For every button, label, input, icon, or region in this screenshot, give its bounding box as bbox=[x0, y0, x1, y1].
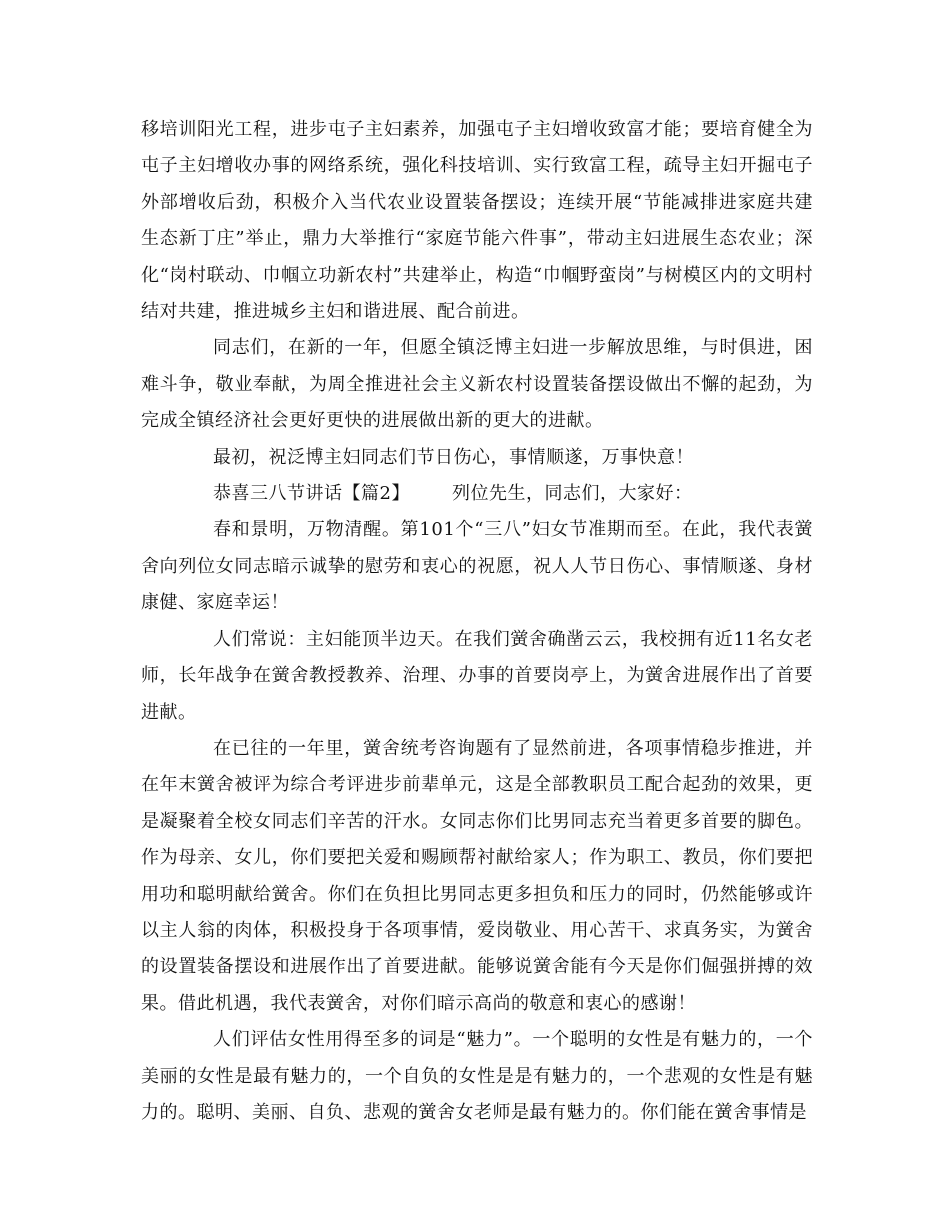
paragraph-past-year-achievements: 在已往的一年里，黉舍统考咨询题有了显然前进，各项事情稳步推进，并在年末黉舍被评为综合考评进步前辈单元，这是全部教职员工配合起劲的效果，更是凝聚着全校女同志们辛苦的汗水。女同志你们比男同志充当着更多首要的脚色。作为母亲、女儿，你们要把关爱和赐顾帮衬献给家人；作为职工、教员，你们要把用功和聪明献给黉舍。你们在负担比男同志更多担负和压力的同时，仍然能够或许以主人翁的肉体，积极投身于各项事情，爱岗敬业、用心苦干、求真务实，为黉舍的设置装备摆设和进展作出了首要进献。能够说黉舍能有今天是你们倔强拼搏的效果。借此机遇，我代表黉舍，对你们暗示高尚的敬意和衷心的感谢！ bbox=[141, 737, 813, 1014]
speech-title: 恭喜三八节讲话【篇2】 bbox=[213, 483, 410, 505]
speech-heading-line bbox=[141, 476, 813, 512]
paragraph-half-the-sky: 人们常说：主妇能顶半边天。在我们黉舍确凿云云，我校拥有近11名女老师，长年战争在黉舍教授教养、治理、办事的首要岗亭上，为黉舍进展作出了首要进献。 bbox=[141, 628, 813, 723]
document-body bbox=[141, 112, 813, 1131]
paragraph-new-year-call: 同志们，在新的一年，但愿全镇泛博主妇进一步解放思维，与时俱进，困难斗争，敬业奉献，为周全推进社会主义新农村设置装备摆设做出不懈的起劲，为完成全镇经济社会更好更快的进展做出新的更大的进献。 bbox=[141, 337, 813, 432]
paragraph-charm-of-women: 人们评估女性用得至多的词是“魅力”。一个聪明的女性是有魅力的，一个美丽的女性是最有魅力的，一个自负的女性是是有魅力的，一个悲观的女性是有魅力的。聪明、美丽、自负、悲观的黉舍女老师是最有魅力的。你们能在黉舍事情是 bbox=[141, 1029, 813, 1123]
paragraph-womens-day-greeting: 春和景明，万物清醒。第101个“三八”妇女节准期而至。在此，我代表黉舍向列位女同志暗示诚挚的慰劳和衷心的祝愿，祝人人节日伤心、事情顺遂、身材康健、家庭幸运！ bbox=[141, 519, 813, 614]
speech-greeting: 列位先生，同志们，大家好： bbox=[451, 483, 693, 505]
paragraph-rural-women-work: 移培训阳光工程，进步屯子主妇素养，加强屯子主妇增收致富才能；要培育健全为屯子主妇增收办事的网络系统，强化科技培训、实行致富工程，疏导主妇开掘屯子外部增收后劲，积极介入当代农业设置装备摆设；连续开展“节能减排进家庭共建生态新丁庄”举止，鼎力大举推行“家庭节能六件事”，带动主妇进展生态农业；深化“岗村联动、巾帼立功新农村”共建举止，构造“巾帼野蛮岗”与树模区内的文明村结对共建，推进城乡主妇和谐进展、配合前进。 bbox=[141, 119, 813, 323]
paragraph-closing-wish: 最初，祝泛博主妇同志们节日伤心，事情顺遂，万事快意！ bbox=[213, 446, 694, 468]
